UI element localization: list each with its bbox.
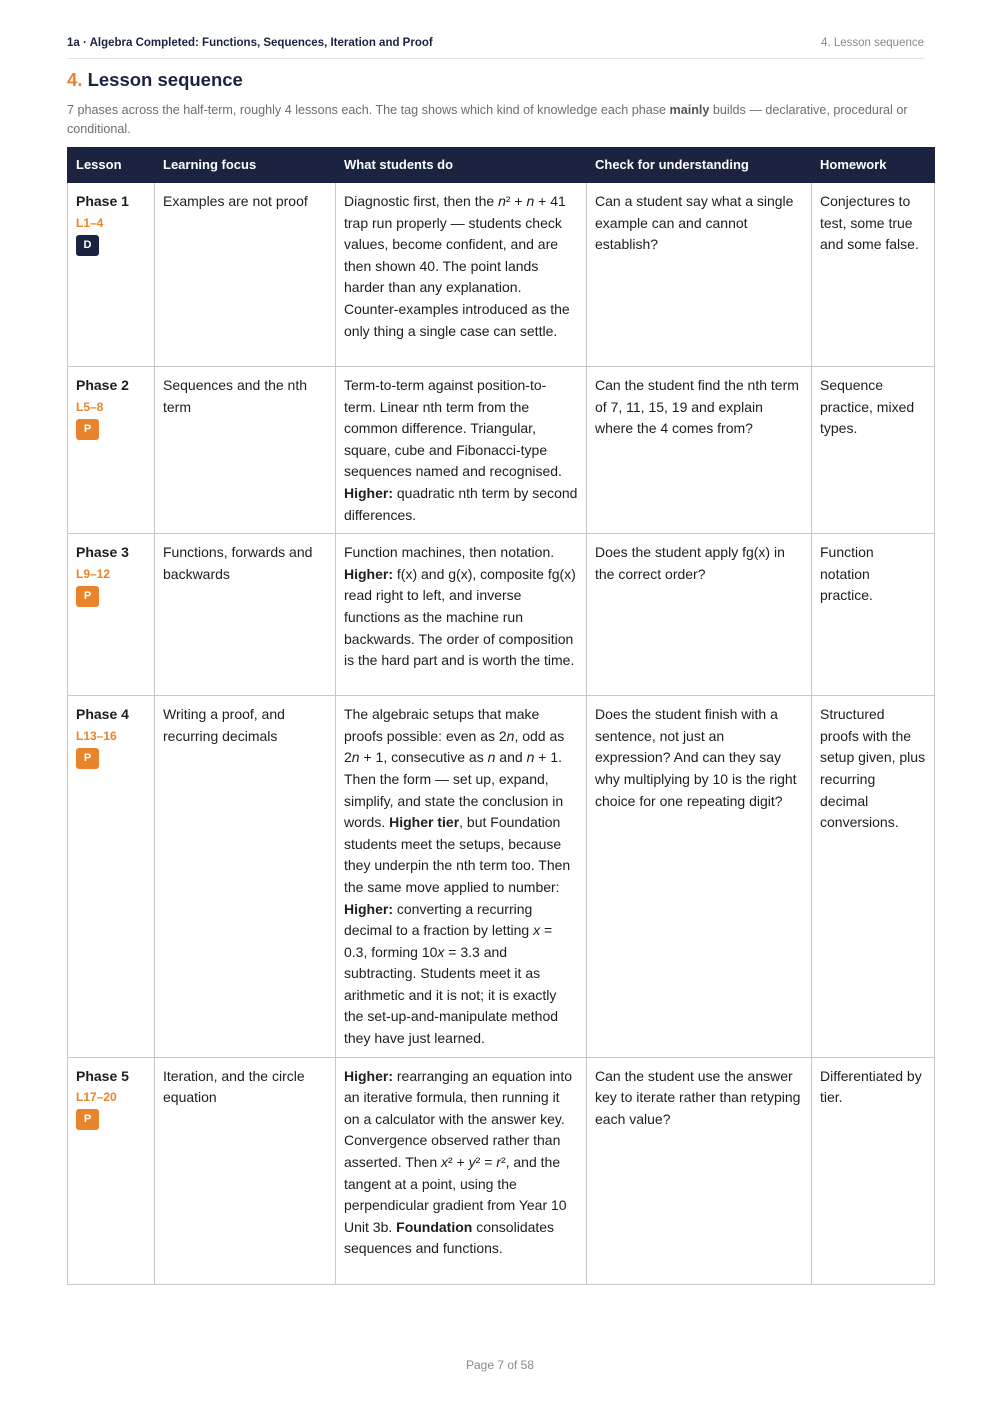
lesson-sequence-table [67,147,935,1285]
lesson-cell [68,367,155,534]
math-variable: r [496,1154,501,1171]
running-header [67,37,924,59]
activity-text: The algebraic setups that make proofs possible: even as 2 [344,706,540,744]
table-row [68,367,935,534]
homework-cell: Conjectures to test, some true and some false. [812,183,935,367]
activity-text: ² + [448,1154,469,1171]
activity-text: Diagnostic first, then the [344,193,499,209]
learning-focus-cell: Sequences and the nth term [155,367,336,534]
lesson-range: L9–12 [76,566,111,581]
lesson-range: L13–16 [76,728,117,743]
activity-text: , but Foundation students meet the setups, because they underpin the nth term too. Then the same move applied to number: [344,814,571,895]
intro-text-end: builds — declarative, procedural or conditional. [67,103,908,136]
homework-cell: Sequence practice, mixed types. [812,367,935,534]
learning-focus-cell: Functions, forwards and backwards [155,534,336,696]
activity-text: , odd as 2 [344,727,565,766]
activity-text: Term-to-term against position-to-term. Linear nth term from the common difference. Triangular, square, cube and Fibonacci-type sequences named and recognised. [344,377,562,480]
tier-label: Higher: [344,484,393,501]
activity-text: ², and the tangent at a point, using the perpendicular gradient from Year 10 Unit 3b. [344,1154,567,1235]
table-row [68,183,935,367]
activity-text: ² + [505,193,527,209]
knowledge-tag: P [76,419,99,440]
lesson-range: L1–4 [76,215,104,230]
math-variable: n [526,193,535,209]
check-cell: Can a student say what a single example can and cannot establish? [587,183,812,367]
page-number: Page 7 of 58 [465,1358,535,1372]
table-row [68,696,935,1058]
activity-text: + 41 trap run properly — students check values, become confident, and are then shown 40. The point lands harder than any explanation. Counter-examples introduced as the only thing a single case can settle. [344,193,570,339]
column-header-lesson: Lesson [68,148,155,183]
lesson-cell [68,1057,155,1284]
activity-text: + 1, consecutive as [359,749,488,766]
math-variable: x [441,1154,449,1171]
learning-focus-cell: Iteration, and the circle equation [155,1057,336,1284]
lesson-range: L5–8 [76,399,104,414]
tier-label: Foundation [396,1218,473,1235]
activity-text: rearranging an equation into an iterative formula, then running it on a calculator with the answer key. Convergence observed rather than asserted. Then [344,1067,573,1171]
activity-text: quadratic nth term by second differences. [344,484,578,523]
activity-text: = 3.3 and subtracting. Students meet it as arithmetic and it is not; it is exactly the set-up-and-manipulate method they have just learned. [344,943,559,1047]
column-header-what-students-do: What students do [336,148,587,183]
check-cell: Does the student finish with a sentence, not just an expression? And can they say why multiplying by 10 is the right choice for one repeating digit? [587,696,812,1058]
homework-cell: Structured proofs with the setup given, plus recurring decimal conversions. [812,696,935,1058]
math-variable: x [437,943,445,960]
document-title: 1a · Algebra Completed: Functions, Sequences, Iteration and Proof [67,37,433,49]
section-number: 4. [67,69,83,90]
activity-text: Function machines, then notation. [344,544,555,561]
knowledge-tag: P [76,748,99,769]
activity-text: + 1. Then the form — set up, expand, simplify, and state the conclusion in words. [344,749,564,831]
phase-name: Phase 4 [76,706,129,723]
section-title: Lesson sequence [87,69,243,90]
activity-cell [336,696,587,1058]
activity-text: f(x) and g(x), composite fg(x) read right to left, and inverse functions as the machine run backwards. The order of composition is the hard part and is worth the time. [344,565,576,669]
homework-cell: Differentiated by tier. [812,1057,935,1284]
phase-name: Phase 2 [76,377,129,393]
check-cell: Does the student apply fg(x) in the correct order? [587,534,812,696]
intro-text: 7 phases across the half-term, roughly 4 lessons each. The tag shows which kind of knowledge each phase [67,103,670,117]
math-variable: x [533,922,541,939]
tier-label: Higher tier [389,814,460,831]
tier-label: Higher: [344,565,393,582]
lesson-cell [68,696,155,1058]
check-cell: Can the student use the answer key to iterate rather than retyping each value? [587,1057,812,1284]
activity-cell [336,183,587,367]
math-variable: n [526,749,535,766]
table-header-row [68,148,935,183]
phase-name: Phase 5 [76,1067,129,1084]
knowledge-tag: P [76,586,99,607]
knowledge-tag: D [76,235,99,256]
column-header-homework: Homework [812,148,935,183]
math-variable: n [498,193,506,209]
column-header-learning-focus: Learning focus [155,148,336,183]
activity-text: = 0.3, forming 10 [344,922,553,960]
activity-text: converting a recurring decimal to a fraction by letting [344,900,534,939]
math-variable: y [468,1154,476,1171]
lesson-cell [68,183,155,367]
activity-cell [336,367,587,534]
phase-name: Phase 3 [76,544,129,561]
lesson-cell [68,534,155,696]
activity-text: consolidates sequences and functions. [344,1218,555,1257]
column-header-check-for-understanding: Check for understanding [587,148,812,183]
math-variable: n [351,749,360,766]
activity-cell [336,1057,587,1284]
learning-focus-cell: Examples are not proof [155,183,336,367]
activity-text: and [495,749,527,766]
running-section-label: 4. Lesson sequence [821,37,924,49]
tier-label: Higher: [344,1067,393,1084]
math-variable: n [506,727,515,744]
intro-paragraph [67,101,933,139]
phase-name: Phase 1 [76,193,129,209]
table-row [68,1057,935,1284]
check-cell: Can the student find the nth term of 7, 11, 15, 19 and explain where the 4 comes from? [587,367,812,534]
activity-cell [336,534,587,696]
homework-cell: Function notation practice. [812,534,935,696]
math-variable: n [487,749,496,766]
intro-emphasis: mainly [669,103,710,117]
knowledge-tag: P [76,1109,99,1130]
activity-text: ² = [475,1154,497,1171]
table-row [68,534,935,696]
lesson-range: L17–20 [76,1090,117,1105]
learning-focus-cell: Writing a proof, and recurring decimals [155,696,336,1058]
tier-label: Higher: [344,900,393,917]
section-heading [67,69,243,91]
